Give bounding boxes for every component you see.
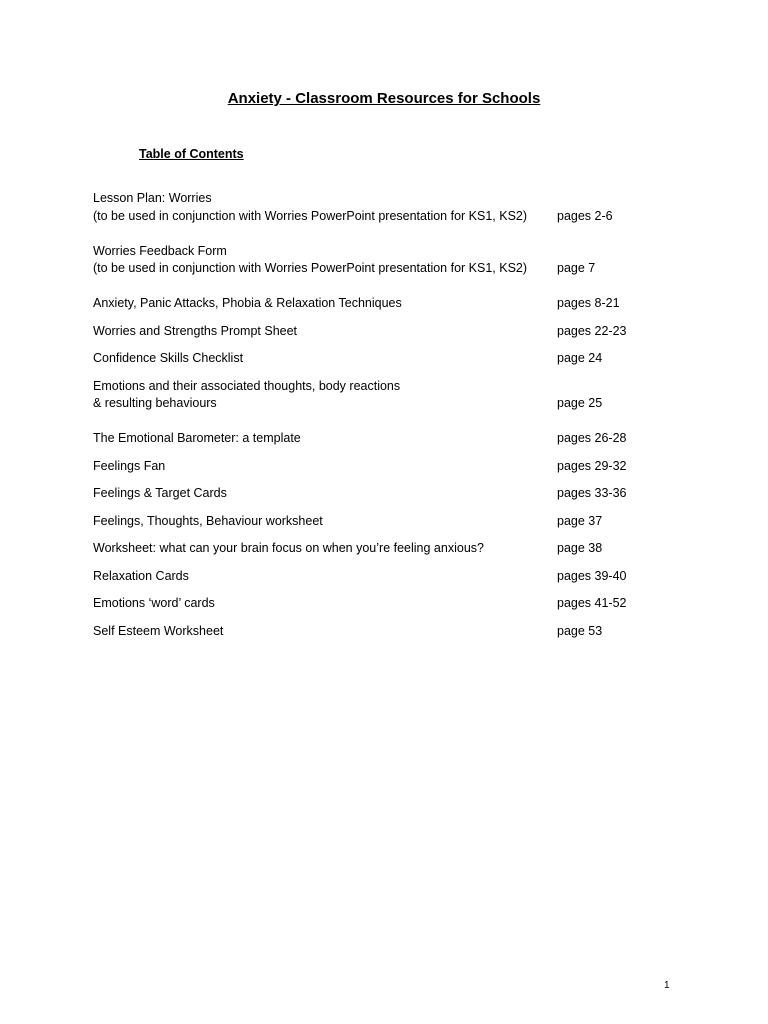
entry-title: Worries and Strengths Prompt Sheet — [93, 323, 298, 338]
toc-entry-confidence-checklist — [93, 350, 653, 368]
toc-entry-lesson-plan — [93, 190, 653, 225]
entry-pages: pages 41-52 — [557, 596, 627, 610]
entry-title: Emotions and their associated thoughts, body reactions — [93, 378, 401, 393]
entry-pages: page 24 — [557, 351, 603, 365]
toc-entry-behaviour-worksheet — [93, 513, 653, 531]
toc-entry-self-esteem-worksheet — [93, 623, 653, 641]
entry-pages: page 38 — [557, 541, 603, 555]
entry-title: Feelings Fan — [93, 458, 166, 473]
entry-title: Worries Feedback Form — [93, 243, 227, 258]
entry-pages: pages 8-21 — [557, 296, 620, 310]
entry-pages: pages 29-32 — [557, 458, 627, 473]
toc-entry-anxiety-techniques — [93, 295, 653, 313]
entry-subtitle: (to be used in conjunction with Worries PowerPoint presentation for KS1, KS2) — [93, 261, 528, 275]
toc-entry-feedback-form — [93, 243, 653, 278]
entry-title: Emotions ‘word’ cards — [93, 596, 215, 610]
toc-entry-word-cards — [93, 595, 653, 613]
table-of-contents — [93, 190, 653, 650]
entry-pages: page 25 — [557, 396, 603, 410]
toc-heading: Table of Contents — [139, 147, 244, 161]
entry-pages: pages 39-40 — [557, 568, 627, 583]
entry-title: Lesson Plan: Worries — [93, 191, 212, 205]
toc-entry-prompt-sheet — [93, 323, 653, 341]
entry-title: The Emotional Barometer: a template — [93, 431, 301, 445]
toc-entry-emotions-thoughts — [93, 378, 653, 413]
entry-subtitle: & resulting behaviours — [93, 396, 217, 410]
entry-title: Anxiety, Panic Attacks, Phobia & Relaxation Techniques — [93, 296, 402, 310]
entry-title: Feelings, Thoughts, Behaviour worksheet — [93, 513, 323, 528]
toc-entry-target-cards — [93, 485, 653, 503]
entry-pages: page 53 — [557, 623, 603, 638]
entry-title: Worksheet: what can your brain focus on when you’re feeling anxious? — [93, 541, 484, 555]
entry-title: Relaxation Cards — [93, 568, 189, 583]
page-title: Anxiety - Classroom Resources for Schools — [227, 90, 541, 107]
toc-entry-feelings-fan — [93, 458, 653, 476]
page-number: 1 — [664, 980, 670, 991]
entry-subtitle: (to be used in conjunction with Worries PowerPoint presentation for KS1, KS2) — [93, 208, 528, 223]
entry-title: Self Esteem Worksheet — [93, 623, 224, 638]
entry-pages: pages 33-36 — [557, 486, 627, 500]
toc-entry-brain-focus-worksheet — [93, 540, 653, 558]
entry-pages: pages 26-28 — [557, 431, 627, 445]
entry-pages: page 37 — [557, 513, 603, 528]
toc-entry-relaxation-cards — [93, 568, 653, 586]
entry-pages: pages 2-6 — [557, 208, 613, 223]
entry-pages: page 7 — [557, 261, 596, 275]
entry-pages: pages 22-23 — [557, 323, 627, 338]
entry-title: Confidence Skills Checklist — [93, 351, 244, 365]
toc-entry-emotional-barometer — [93, 430, 653, 448]
entry-title: Feelings & Target Cards — [93, 486, 227, 500]
